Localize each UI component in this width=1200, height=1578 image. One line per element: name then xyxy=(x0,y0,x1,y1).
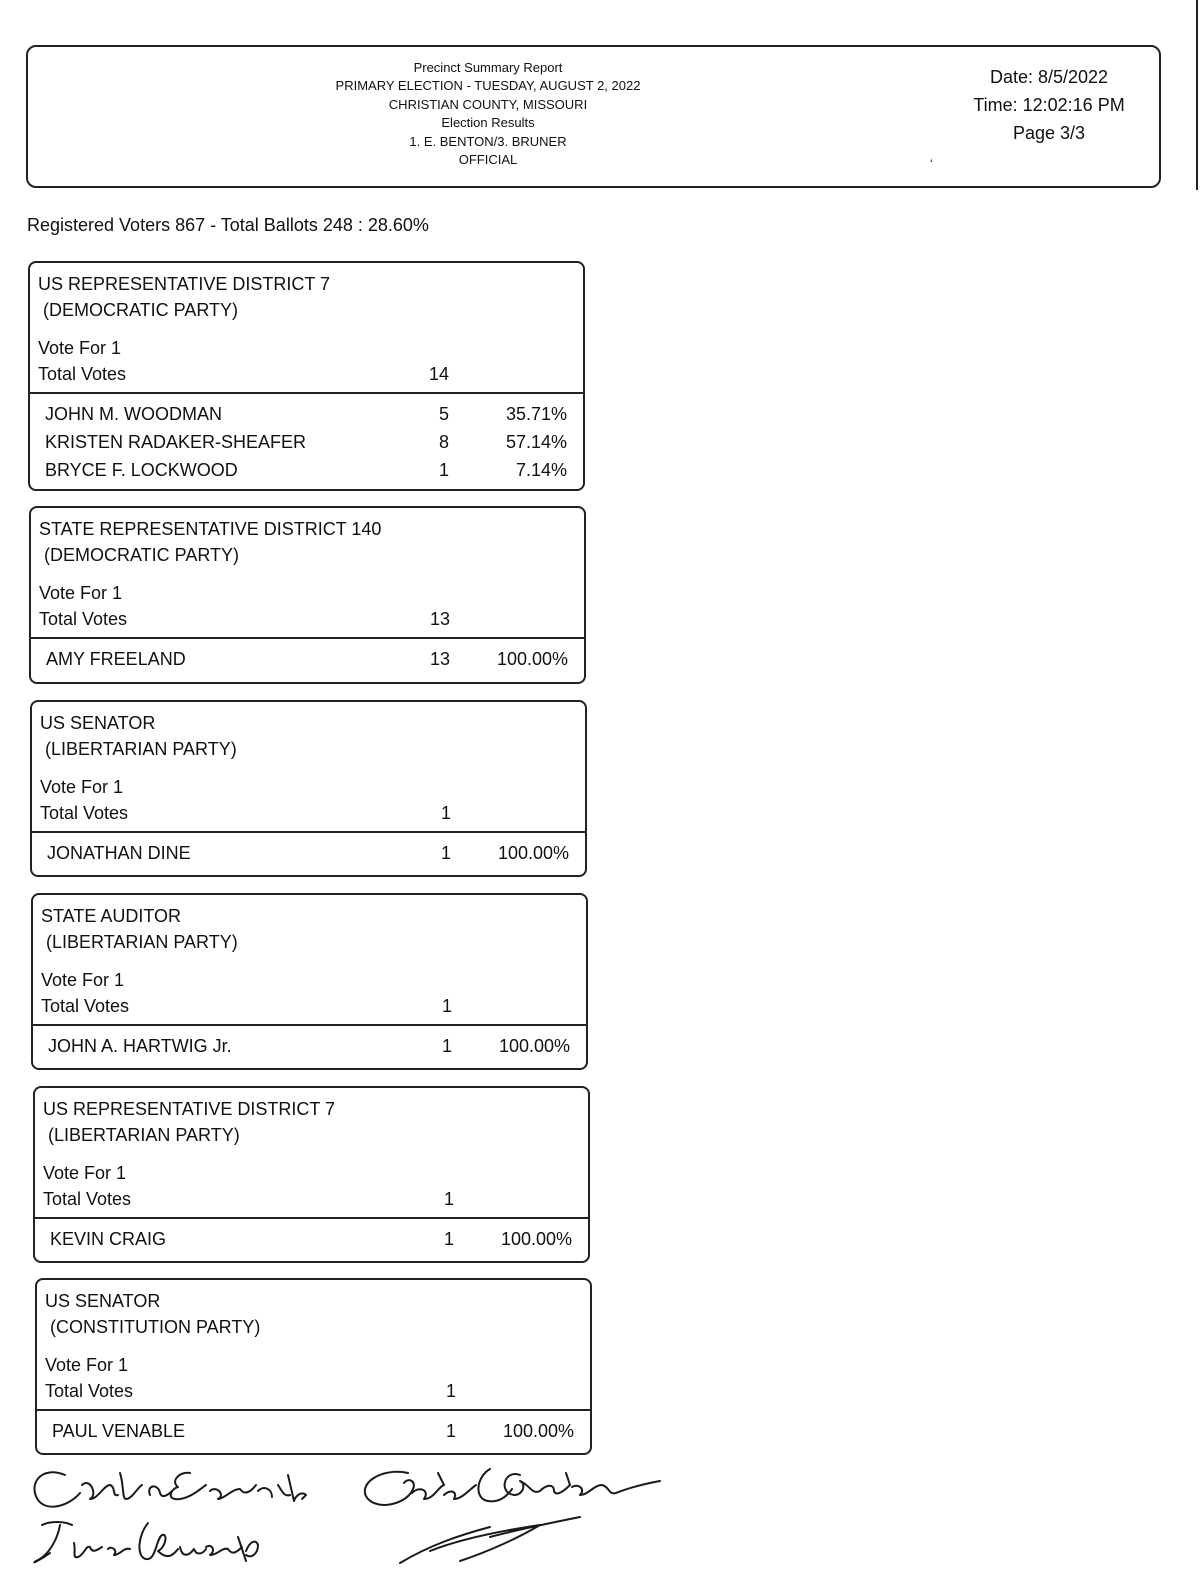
precinct-name: 1. E. BENTON/3. BRUNER xyxy=(409,133,567,149)
candidate-row xyxy=(30,400,583,428)
candidate-row xyxy=(31,645,584,673)
candidate-name: JOHN A. HARTWIG Jr. xyxy=(48,1036,232,1056)
vote-for-label: Vote For 1 xyxy=(41,970,125,990)
candidate-row xyxy=(33,1032,586,1060)
total-votes-value: 1 xyxy=(441,996,452,1016)
divider xyxy=(30,392,583,394)
vote-for-label: Vote For 1 xyxy=(43,1163,127,1183)
vote-for-label: Vote For 1 xyxy=(45,1355,129,1375)
candidate-percent: 100.00% xyxy=(502,1421,574,1441)
contest-party: (CONSTITUTION PARTY) xyxy=(50,1317,261,1337)
divider xyxy=(37,1409,590,1411)
candidate-percent: 35.71% xyxy=(505,404,567,424)
contest-title-block xyxy=(43,1096,335,1148)
signatures xyxy=(20,1455,700,1575)
total-votes-label: Total Votes xyxy=(38,364,127,384)
contest-box xyxy=(29,506,586,684)
total-votes-value: 1 xyxy=(443,1189,454,1209)
registered-voters-summary: Registered Voters 867 - Total Ballots 248 : 28.60% xyxy=(27,215,429,235)
total-votes-value: 14 xyxy=(428,364,449,384)
header-meta xyxy=(949,63,1149,147)
candidate-percent: 100.00% xyxy=(496,649,568,669)
candidate-list xyxy=(33,1032,586,1060)
contest-box xyxy=(35,1278,592,1455)
contest-box xyxy=(28,261,585,491)
page-number: Page 3/3 xyxy=(1012,123,1086,143)
total-votes-value: 1 xyxy=(440,803,451,823)
contest-title-block xyxy=(45,1288,260,1340)
candidate-name: JONATHAN DINE xyxy=(47,843,191,863)
candidate-list xyxy=(35,1225,588,1253)
contest-title: US REPRESENTATIVE DISTRICT 7 xyxy=(38,274,331,294)
contest-title: STATE REPRESENTATIVE DISTRICT 140 xyxy=(39,519,382,539)
contest-title: US SENATOR xyxy=(45,1291,161,1311)
contest-title: US REPRESENTATIVE DISTRICT 7 xyxy=(43,1099,336,1119)
contest-party: (DEMOCRATIC PARTY) xyxy=(44,545,240,565)
candidate-row xyxy=(30,456,583,484)
candidate-name: BRYCE F. LOCKWOOD xyxy=(45,460,238,480)
report-date: Date: 8/5/2022 xyxy=(989,67,1109,87)
report-time: Time: 12:02:16 PM xyxy=(973,95,1125,115)
contest-title-block xyxy=(41,903,238,955)
candidate-name: KRISTEN RADAKER-SHEAFER xyxy=(45,432,307,452)
total-votes-label: Total Votes xyxy=(41,996,130,1016)
total-votes-label: Total Votes xyxy=(40,803,129,823)
contest-title: STATE AUDITOR xyxy=(41,906,182,926)
contest-title-block xyxy=(38,271,330,323)
candidate-votes: 1 xyxy=(438,460,449,480)
candidate-row xyxy=(32,839,585,867)
page-edge-line xyxy=(1196,0,1198,190)
contest-party: (LIBERTARIAN PARTY) xyxy=(48,1125,240,1145)
candidate-percent: 7.14% xyxy=(515,460,567,480)
candidate-percent: 57.14% xyxy=(505,432,567,452)
candidate-percent: 100.00% xyxy=(498,1036,570,1056)
contest-party: (LIBERTARIAN PARTY) xyxy=(45,739,237,759)
signature-bob-gordon xyxy=(365,1469,660,1563)
divider xyxy=(32,831,585,833)
candidate-name: PAUL VENABLE xyxy=(52,1421,186,1441)
report-title: Precinct Summary Report xyxy=(413,60,563,75)
total-votes-label: Total Votes xyxy=(43,1189,132,1209)
contest-title-block xyxy=(39,516,381,568)
candidate-row xyxy=(37,1417,590,1445)
contest-box xyxy=(31,893,588,1070)
candidate-list xyxy=(31,645,584,673)
header-info xyxy=(298,59,678,169)
contest-title: US SENATOR xyxy=(40,713,156,733)
candidate-votes: 1 xyxy=(443,1229,454,1249)
candidate-name: KEVIN CRAIG xyxy=(50,1229,167,1249)
contest-party: (LIBERTARIAN PARTY) xyxy=(46,932,238,952)
candidate-percent: 100.00% xyxy=(500,1229,572,1249)
candidate-list xyxy=(32,839,585,867)
divider xyxy=(35,1217,588,1219)
candidate-name: JOHN M. WOODMAN xyxy=(45,404,222,424)
candidate-votes: 1 xyxy=(440,843,451,863)
results-label: Election Results xyxy=(441,115,535,131)
vote-for-label: Vote For 1 xyxy=(38,338,122,358)
contest-party: (DEMOCRATIC PARTY) xyxy=(43,300,239,320)
vote-for-label: Vote For 1 xyxy=(40,777,124,797)
contest-box xyxy=(30,700,587,877)
total-votes-label: Total Votes xyxy=(39,609,128,629)
vote-for-label: Vote For 1 xyxy=(39,583,123,603)
candidate-percent: 100.00% xyxy=(497,843,569,863)
signature-carla-essick xyxy=(34,1472,306,1506)
candidate-votes: 13 xyxy=(429,649,450,669)
county-name: CHRISTIAN COUNTY, MISSOURI xyxy=(388,96,588,112)
candidate-row xyxy=(30,428,583,456)
total-votes-value: 1 xyxy=(445,1381,456,1401)
election-name: PRIMARY ELECTION - TUESDAY, AUGUST 2, 2022 xyxy=(335,78,641,94)
report-status: OFFICIAL xyxy=(458,152,518,168)
candidate-votes: 1 xyxy=(445,1421,456,1441)
candidate-votes: 1 xyxy=(441,1036,452,1056)
contest-title-block xyxy=(40,710,237,762)
candidate-votes: 8 xyxy=(438,432,449,452)
divider xyxy=(33,1024,586,1026)
stray-mark: ʻ xyxy=(930,157,933,171)
divider xyxy=(31,637,584,639)
candidate-list xyxy=(37,1417,590,1445)
report-header xyxy=(26,45,1161,188)
total-votes-value: 13 xyxy=(429,609,450,629)
candidate-row xyxy=(35,1225,588,1253)
total-votes-label: Total Votes xyxy=(45,1381,134,1401)
candidate-name: AMY FREELAND xyxy=(46,649,186,669)
candidate-votes: 5 xyxy=(438,404,449,424)
candidate-list xyxy=(30,400,583,484)
contest-box xyxy=(33,1086,590,1263)
signature-lisa-russell xyxy=(34,1522,258,1562)
